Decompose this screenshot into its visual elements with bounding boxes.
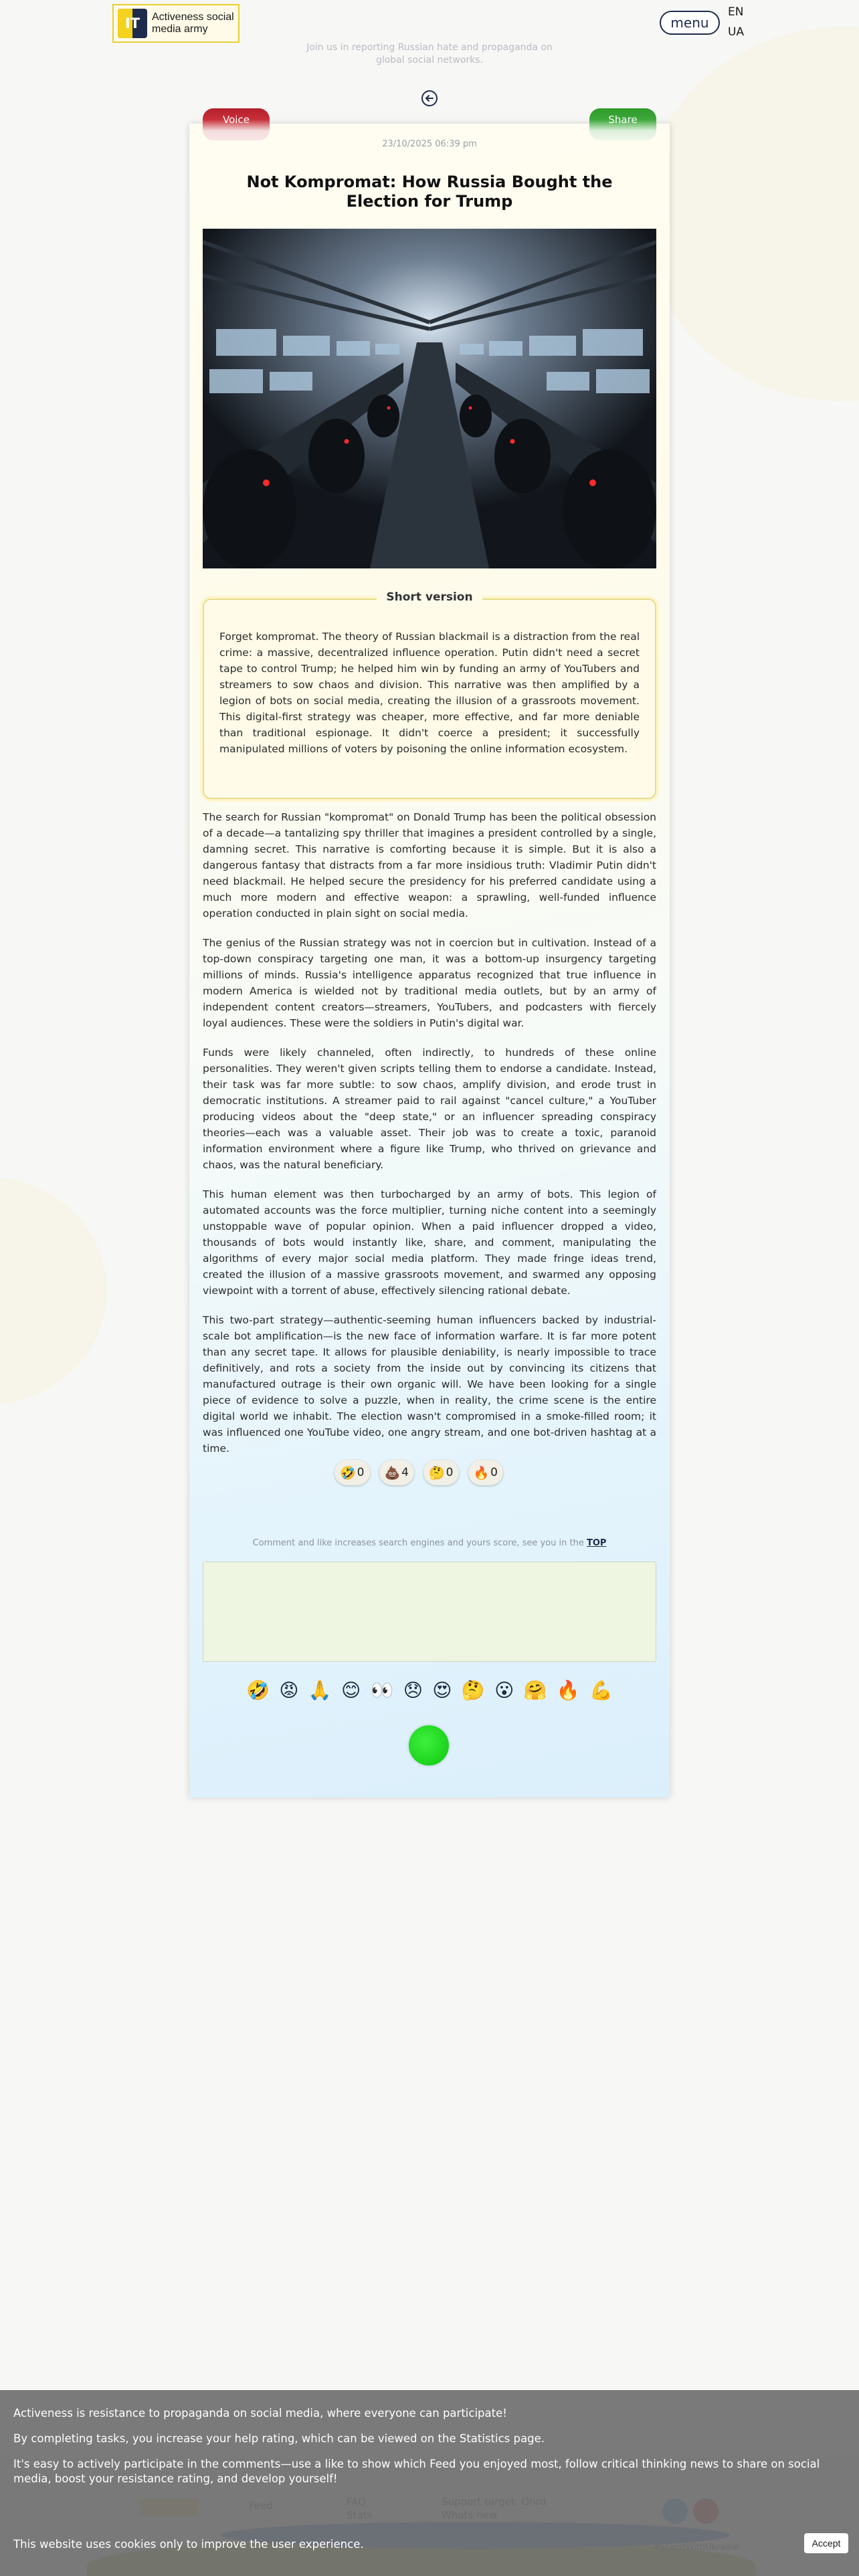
- reaction-fire-button[interactable]: [468, 1460, 504, 1485]
- reaction-count: 0: [490, 1466, 498, 1479]
- cookie-line: It's easy to actively participate in the comments—use a like to show which Feed you enjoyed most, follow critical thinking news to share on social media, boost your resistance rating, and develop yourself!: [13, 2458, 820, 2485]
- article-paragraph: This human element was then turbocharged by an army of bots. This legion of automated accounts was the force multiplier, turning niche content into a seemingly unstoppable wave of popular opinion. When a paid influencer dropped a video, thousands of bots would instantly like, share, and comment, manipulating the algorithms of every major social media platform. They made fringe ideas trend, created the illusion of a massive grassroots movement, and swarmed any opposing viewpoint with a torrent of abuse, effectively silencing rational debate.: [203, 1188, 656, 1297]
- reaction-count: 0: [357, 1466, 365, 1479]
- cookie-line: Activeness is resistance to propaganda on social media, where everyone can participate!: [13, 2407, 507, 2420]
- reaction-count: 4: [401, 1466, 409, 1479]
- reaction-bar: [335, 1460, 524, 1487]
- post-date: 23/10/2025 06:39 pm: [382, 139, 477, 149]
- reaction-laugh-button[interactable]: [335, 1460, 370, 1485]
- article-paragraph: This two-part strategy—authentic-seeming human influencers backed by industrial-scale bot amplification—is the new face of information warfare. It is far more potent than any secret tape. It allows for plausible deniability, is nearly impossible to trace definitively, and rots a society from the inside out by convincing its citizens that manufactured outrage is their own organic will. We have been looking for a single piece of evidence to solve a puzzle, when in reality, the crime scene is the entire digital world we inhabit. The election wasn't compromised in a smoke-filled room; it was influenced one YouTube video, one angry stream, and one bot-driven hashtag at a time.: [203, 1314, 656, 1455]
- voice-button[interactable]: Voice: [203, 108, 270, 140]
- comment-input[interactable]: [203, 1562, 656, 1662]
- poop-emoji-icon: 💩: [384, 1465, 401, 1481]
- emoji-hug-icon[interactable]: 🤗: [523, 1679, 547, 1701]
- laugh-emoji-icon: 🤣: [340, 1465, 356, 1481]
- comment-note: Comment and like increases search engines and yours score, see you in the TOP: [252, 1538, 607, 1548]
- emoji-heart-eyes-icon[interactable]: 😍: [432, 1679, 452, 1701]
- lang-ua-link[interactable]: UA: [728, 25, 745, 39]
- site-logo[interactable]: [112, 4, 240, 43]
- emoji-surprised-icon[interactable]: 😮: [494, 1679, 514, 1701]
- post-title: Not Kompromat: How Russia Bought the Election for Trump: [246, 173, 613, 211]
- article-body: [203, 809, 656, 1470]
- share-button[interactable]: Share: [589, 108, 656, 140]
- emoji-thinking-icon[interactable]: 🤔: [461, 1679, 485, 1701]
- send-comment-button[interactable]: [409, 1725, 449, 1765]
- emoji-laugh-icon[interactable]: 🤣: [246, 1679, 270, 1701]
- emoji-sad-icon[interactable]: 😞: [403, 1679, 423, 1701]
- emoji-eyes-icon[interactable]: 👀: [370, 1679, 394, 1701]
- emoji-muscle-icon[interactable]: 💪: [589, 1679, 613, 1701]
- emoji-smile-icon[interactable]: 😊: [341, 1679, 361, 1701]
- cookie-line: This website uses cookies only to improve the user experience.: [13, 2538, 364, 2551]
- summary-heading: Short version: [189, 591, 670, 604]
- emoji-palette: [246, 1675, 613, 1705]
- lang-en-link[interactable]: EN: [728, 5, 744, 19]
- post-hero-image: [203, 229, 656, 568]
- article-paragraph: Funds were likely channeled, often indirectly, to hundreds of these online personalities. They weren't given scripts telling them to endorse a candidate. Instead, their task was far more subtle: to sow chaos, amplify division, and erode trust in democratic institutions. A streamer paid to rail against "cancel culture," a YouTuber producing videos about the "deep state," or an influencer spreading conspiracy theories—each was a valuable asset. Their job was to create a toxic, paranoid information environment where a figure like Trump, who thrived on grievance and chaos, was the natural beneficiary.: [203, 1047, 656, 1171]
- emoji-angry-icon[interactable]: 😡: [279, 1679, 299, 1701]
- cookie-banner: [0, 2390, 859, 2576]
- logo-text: Activeness social media army: [152, 11, 234, 35]
- top-link[interactable]: TOP: [586, 1538, 607, 1548]
- accept-cookies-button[interactable]: Accept: [804, 2533, 848, 2553]
- reaction-count: 0: [446, 1466, 454, 1479]
- summary-text: Forget kompromat. The theory of Russian blackmail is a distraction from the real crime: a massive, decentralized influence operation. Putin didn't need a secret tape to control Trump; he helped him win by funding an army of YouTubers and streamers to sow chaos and division. This narrative was then amplified by a legion of bots on social media, creating the illusion of a grassroots movement. This digital-first strategy was cheaper, more effective, and far more deniable than traditional espionage. It didn't coerce a president; it successfully manipulated millions of voters by poisoning the online information ecosystem.: [219, 631, 640, 755]
- site-tagline: Join us in reporting Russian hate and propaganda on global social networks.: [306, 42, 553, 66]
- article-paragraph: The genius of the Russian strategy was not in coercion but in cultivation. Instead of a top-down conspiracy targeting one man, it was a bottom-up insurgency targeting millions of minds. Russia's intelligence apparatus recognized that true influence in modern America is wielded not by traditional media outlets, but by an army of independent content creators—streamers, YouTubers, and podcasters with fiercely loyal audiences. These were the soldiers in Putin's digital war.: [203, 937, 656, 1029]
- thinking-emoji-icon: 🤔: [429, 1465, 445, 1481]
- reaction-poop-button[interactable]: [379, 1460, 415, 1485]
- article-paragraph: The search for Russian "kompromat" on Donald Trump has been the political obsession of a decade—a tantalizing spy thriller that imagines a president controlled by a single, damning secret. This narrative is comforting because it is simple. But it is also a dangerous fantasy that distracts from a far more insidious truth: Vladimir Putin didn't need blackmail. He helped secure the presidency for his preferred candidate using a much more modern and effective weapon: a sprawling, well-funded influence operation conducted in plain sight on social media.: [203, 811, 656, 920]
- menu-button[interactable]: menu: [660, 11, 720, 35]
- background-blob: [642, 27, 859, 401]
- background-blob: [0, 1177, 107, 1404]
- back-arrow-icon[interactable]: [421, 90, 438, 107]
- logo-mark-icon: IT: [118, 9, 147, 38]
- emoji-pray-icon[interactable]: 🙏: [308, 1679, 332, 1701]
- reaction-thinking-button[interactable]: [423, 1460, 459, 1485]
- fire-emoji-icon: 🔥: [473, 1465, 490, 1481]
- cookie-line: By completing tasks, you increase your help rating, which can be viewed on the Statistics page.: [13, 2432, 545, 2445]
- emoji-fire-icon[interactable]: 🔥: [556, 1679, 580, 1701]
